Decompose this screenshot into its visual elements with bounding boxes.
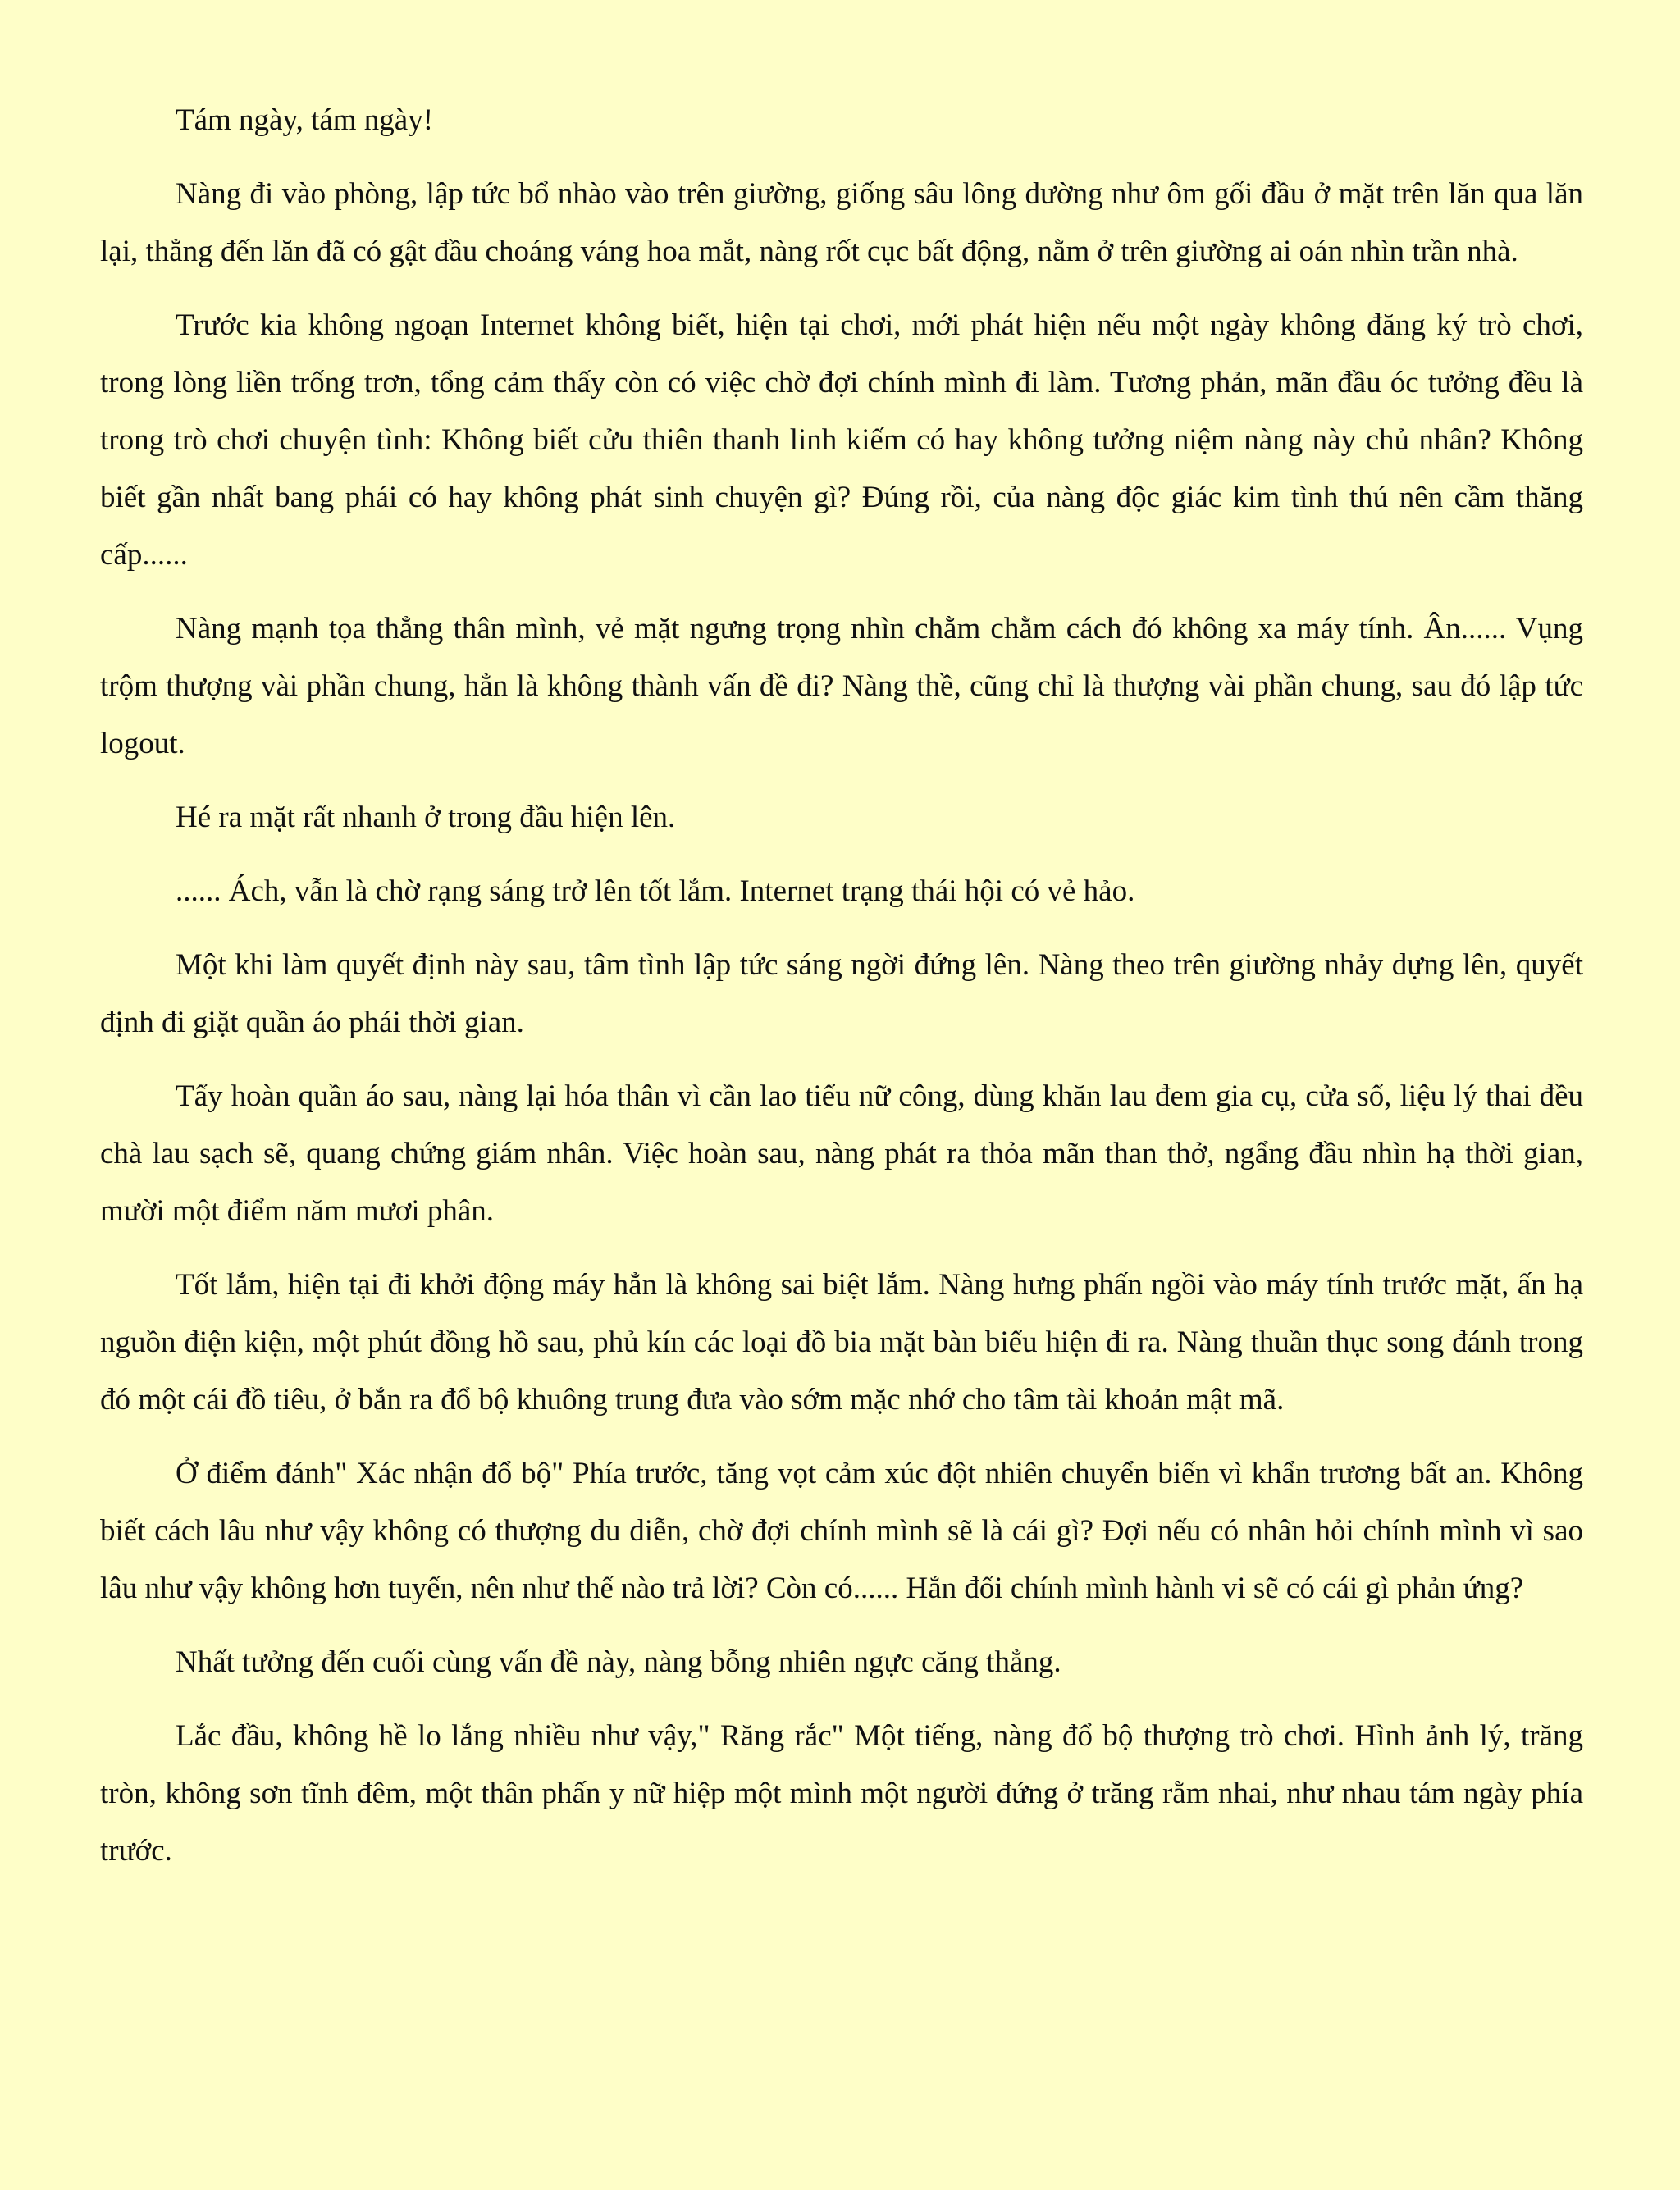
paragraph: Nhất tưởng đến cuối cùng vấn đề này, nàng bỗng nhiên ngực căng thẳng. xyxy=(176,1645,1061,1679)
paragraph: ...... Ách, vẫn là chờ rạng sáng trở lên tốt lắm. Internet trạng thái hội có vẻ hảo. xyxy=(176,874,1135,908)
paragraph: Nàng mạnh tọa thẳng thân mình, vẻ mặt ngưng trọng nhìn chằm chằm cách đó không xa máy tính. Ân...... Vụng trộm thượng vài phần chung, hẳn là không thành vấn đề đi? Nàng thề, cũng chỉ là thượng vài phần chung, sau đó lập tức logout. xyxy=(100,612,1583,760)
paragraph: Tám ngày, tám ngày! xyxy=(176,103,434,137)
paragraph: Trước kia không ngoạn Internet không biết, hiện tại chơi, mới phát hiện nếu một ngày không đăng ký trò chơi, trong lòng liền trống trơn, tổng cảm thấy còn có việc chờ đợi chính mình đi làm. Tương phản, mãn đầu óc tưởng đều là trong trò chơi chuyện tình: Không biết cửu thiên thanh linh kiếm có hay không tưởng niệm nàng này chủ nhân? Không biết gần nhất bang phái có hay không phát sinh chuyện gì? Đúng rồi, của nàng độc giác kim tình thú nên cầm thăng cấp...... xyxy=(100,308,1583,572)
paragraph: Tốt lắm, hiện tại đi khởi động máy hẳn là không sai biệt lắm. Nàng hưng phấn ngồi vào máy tính trước mặt, ấn hạ nguồn điện kiện, một phút đồng hồ sau, phủ kín các loại đồ bia mặt bàn biểu hiện đi ra. Nàng thuần thục song đánh trong đó một cái đồ tiêu, ở bắn ra đổ bộ khuông trung đưa vào sớm mặc nhớ cho tâm tài khoản mật mã. xyxy=(100,1268,1583,1417)
paragraph: Lắc đầu, không hề lo lắng nhiều như vậy," Răng rắc" Một tiếng, nàng đổ bộ thượng trò chơi. Hình ảnh lý, trăng tròn, không sơn tĩnh đêm, một thân phấn y nữ hiệp một mình một người đứng ở trăng rằm nhai, như nhau tám ngày phía trước. xyxy=(100,1719,1583,1868)
paragraph: Nàng đi vào phòng, lập tức bổ nhào vào trên giường, giống sâu lông dường như ôm gối đầu ở mặt trên lăn qua lăn lại, thẳng đến lăn đã có gật đầu choáng váng hoa mắt, nàng rốt cục bất động, nằm ở trên giường ai oán nhìn trần nhà. xyxy=(100,177,1583,268)
paragraph: Ở điểm đánh" Xác nhận đổ bộ" Phía trước, tăng vọt cảm xúc đột nhiên chuyển biến vì khẩn trương bất an. Không biết cách lâu như vậy không có thượng du diễn, chờ đợi chính mình sẽ là cái gì? Đợi nếu có nhân hỏi chính mình vì sao lâu như vậy không hơn tuyến, nên như thế nào trả lời? Còn có...... Hắn đối chính mình hành vi sẽ có cái gì phản ứng? xyxy=(100,1457,1583,1605)
paragraph: Một khi làm quyết định này sau, tâm tình lập tức sáng ngời đứng lên. Nàng theo trên giường nhảy dựng lên, quyết định đi giặt quần áo phái thời gian. xyxy=(100,948,1583,1039)
paragraph: Hé ra mặt rất nhanh ở trong đầu hiện lên. xyxy=(176,801,676,834)
paragraph: Tẩy hoàn quần áo sau, nàng lại hóa thân vì cần lao tiểu nữ công, dùng khăn lau đem gia cụ, cửa sổ, liệu lý thai đều chà lau sạch sẽ, quang chứng giám nhân. Việc hoàn sau, nàng phát ra thỏa mãn than thở, ngẩng đầu nhìn hạ thời gian, mười một điểm năm mươi phân. xyxy=(100,1079,1583,1228)
